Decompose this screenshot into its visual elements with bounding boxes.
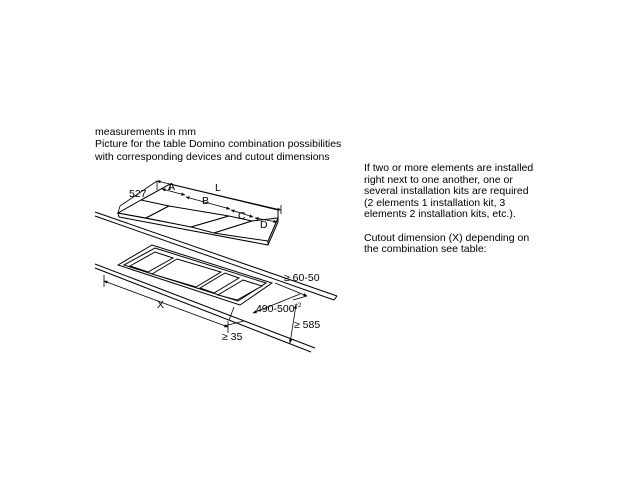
note-line: the combination see table: (364, 243, 487, 256)
cutouts (118, 245, 272, 305)
caption-line-units: measurements in mm (95, 126, 196, 138)
note-line: If two or more elements are installed (364, 162, 534, 174)
note-line: right next to one another, one or (364, 173, 513, 186)
caption-line-description: Picture for the table Domino combination possibilities (95, 138, 342, 151)
label-490-500-sup: +2 (294, 303, 302, 309)
dim-front-distance (224, 307, 244, 326)
label-d: D (260, 219, 268, 231)
note-line: (2 elements 1 installation kit, 3 (364, 196, 506, 209)
label-min-35: ≥ 35 (222, 331, 243, 343)
label-b: B (202, 195, 210, 207)
caption-line-description-cont: with corresponding devices and cutout dimensions (95, 150, 330, 163)
label-60-50 (284, 272, 320, 284)
label-60-50-text: ≥ 60-50 (284, 272, 320, 284)
label-a: A (168, 181, 176, 193)
label-490-500-value: 490-500 (256, 303, 295, 315)
note-line: elements 2 installation kits, etc.). (364, 208, 516, 221)
note-line: several installation kits are required (364, 185, 529, 198)
label-length-l: L (215, 182, 221, 194)
label-585: ≥ 585 (294, 319, 321, 331)
note-line: Cutout dimension (X) depending on (364, 231, 530, 244)
label-depth-527: 527 (129, 188, 147, 200)
label-x: X (157, 299, 165, 311)
label-c: C (238, 210, 246, 222)
